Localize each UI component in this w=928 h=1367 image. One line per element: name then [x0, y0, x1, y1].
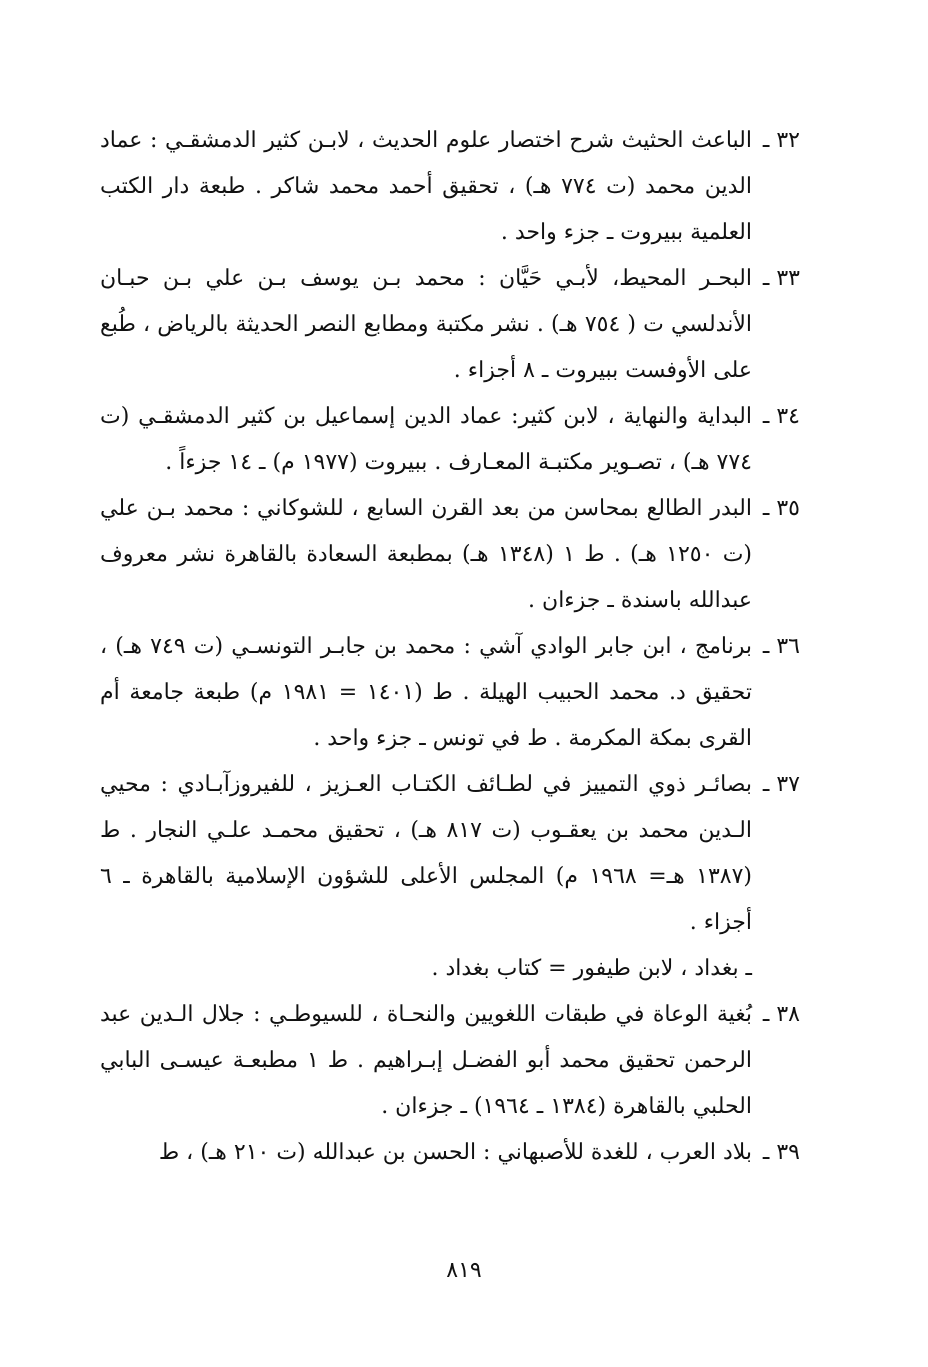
entry-text: بصائـر ذوي التمييز في لطـائف الكتـاب العـزيز ، للفيروزآبـادي : محيي الـدين محمد بن يعقـوب (ت ٨١٧ هـ) ، تحقيق محمـد علـي النجار . ط (١٣٨٧ هـ= ١٩٦٨ م) المجلس الأعلى للشؤون الإسلامية بالقاهرة ـ ٦ أجزاء .	[100, 772, 753, 935]
bibliography-entry-39	[100, 1130, 800, 1176]
entry-number: ٣٧ ـ	[762, 772, 800, 797]
entry-number: ٣٣ ـ	[762, 266, 800, 291]
entry-text: البدر الطالع بمحاسن من بعد القرن السابع ، للشوكاني : محمد بـن علي (ت ١٢٥٠ هـ) . ط ١ (١٣٤٨ هـ) بمطبعة السعادة بالقاهرة نشر معروف عبدالله باسندة ـ جزءان .	[100, 496, 752, 613]
bibliography-entry-38	[100, 992, 800, 1130]
bibliography-entry-34	[100, 394, 800, 486]
entry-text: بُغية الوعاة في طبقات اللغويين والنحـاة ، للسيوطـي : جلال الـدين عبد الرحمن تحقيق محمد أبو الفضـل إبـراهيم . ط ١ مطبعـة عيسـى البابي الحلبي بالقاهرة (١٣٨٤ ـ ١٩٦٤) ـ جزءان .	[100, 1002, 752, 1119]
entry-number: ٣٤ ـ	[762, 404, 800, 429]
bibliography-entry-32	[100, 118, 800, 256]
entry-number: ٣٢ ـ	[762, 128, 800, 153]
entry-number: ٣٨ ـ	[762, 1002, 800, 1027]
bibliography-entry-37	[100, 762, 800, 946]
entry-text: بلاد العرب ، للغدة للأصبهاني : الحسن بن عبدالله (ت ٢١٠ هـ) ، ط	[158, 1140, 752, 1165]
bibliography-list	[100, 118, 800, 1176]
see-also-reference	[100, 946, 800, 992]
see-also-text: ـ بغداد ، لابن طيفور = كتاب بغداد .	[431, 956, 752, 981]
entry-number: ٣٦ ـ	[762, 634, 800, 659]
entry-text: الباعث الحثيث شرح اختصار علوم الحديث ، لابـن كثير الدمشقـي : عماد الدين محمد (ت ٧٧٤ هـ) ، تحقيق أحمد محمد شاكر . طبعة دار الكتب العلمية ببيروت ـ جزء واحد .	[100, 128, 752, 245]
bibliography-entry-33	[100, 256, 800, 394]
page-number: ٨١٩	[446, 1258, 482, 1283]
bibliography-entry-35	[100, 486, 800, 624]
entry-number: ٣٩ ـ	[762, 1140, 800, 1165]
bibliography-entry-36	[100, 624, 800, 762]
entry-text: برنامج ، ابن جابر الوادي آشي : محمد بن جابـر التونسـي (ت ٧٤٩ هـ) ، تحقيق د. محمد الحبيب الهيلة . ط (١٤٠١ = ١٩٨١ م) طبعة جامعة أم القرى بمكة المكرمة . ط في تونس ـ جزء واحد .	[100, 634, 752, 751]
entry-text: البداية والنهاية ، لابن كثير: عماد الدين إسماعيل بن كثير الدمشقـي (ت ٧٧٤ هـ) ، تصـوير مكتبـة المعـارف . ببيروت (١٩٧٧ م) ـ ١٤ جزءاً .	[100, 404, 752, 475]
entry-number: ٣٥ ـ	[762, 496, 800, 521]
entry-text: البحـر المحيط، لأبـي حَيَّان : محمد بـن يوسف بـن علي بـن حبـان الأندلسي ت ( ٧٥٤ هـ) . نشر مكتبة ومطابع النصر الحديثة بالرياض ، طُبع على الأوفست ببيروت ـ ٨ أجزاء .	[100, 266, 752, 383]
